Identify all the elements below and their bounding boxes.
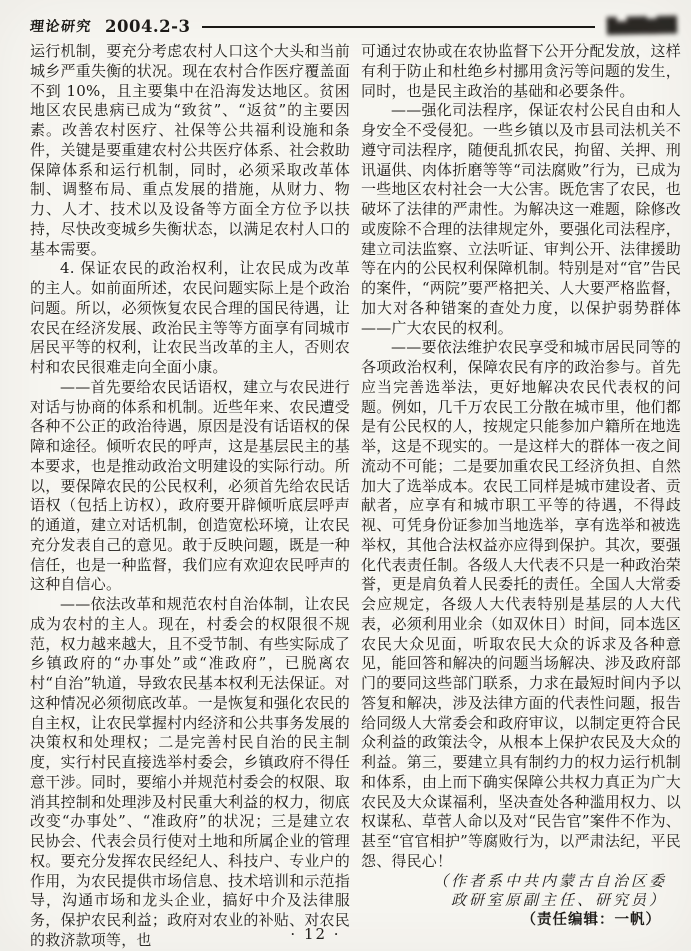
two-column-body	[30, 42, 681, 951]
issue-number: 2004.2-3	[105, 16, 191, 36]
author-attribution-line-1: （作者系中共内蒙古自治区委	[432, 871, 667, 890]
left-column	[30, 42, 350, 951]
journal-stamp-smudge: █▆██▇██	[606, 16, 678, 36]
paragraph: ——依法改革和规范农村自治体制，让农民成为农村的主人。现在，村委会的权限很不规范，权力越来越大，且不受节制、有些实际成了乡镇政府的“办事处”或“准政府”，已脱离农村“自治”轨道，导致农民基本权利无法保证。对这种情况必须彻底改革。一是恢复和强化农民的自主权，让农民掌握村内经济和公共事务发展的决策权和处理权；二是完善村民自治的民主制度，实行村民直接选举村委会，乡镇政府不得任意干涉。同时，要缩小并规范村委会的权限、取消其控制和处理涉及村民重大利益的权力，彻底改变“办事处”、“准政府”的状况；三是建立农民协会、代表会员行使对土地和所属企业的管理权。要充分发挥农民经纪人、科技户、专业户的作用，为农民提供市场信息、技术培训和示范指导，沟通市场和龙头企业，搞好中介及法律服务，保护农民利益；政府对农业的补贴、对农民的救济款项等，也	[30, 595, 350, 949]
paragraph: 可通过农协或在农协监督下公开分配发放，这样有利于防止和杜绝乡村挪用贪污等问题的发生，同时，也是民主政治的基础和必要条件。	[361, 42, 681, 100]
journal-title: 理论研究	[29, 19, 93, 35]
paragraph: ——强化司法程序，保证农村公民自由和人身安全不受侵犯。一些乡镇以及市县司法机关不遵守司法程序，随便乱抓农民，拘留、关押、刑讯逼供、肉体折磨等等“司法腐败”行为，已成为一些地区农村社会一大公害。既危害了农民，也破坏了法律的严肃性。为解决这一难题，除修改或废除不合理的法律规定外，要强化司法程序，建立司法监察、立法听证、审判公开、法律援助等在内的公民权利保障机制。特别是对“官”告民的案件，“两院”要严格把关、人大要严格监督，加大对各种错案的查处力度，以保护弱势群体——广大农民的权利。	[361, 101, 681, 337]
page-number: · 12 ·	[290, 925, 341, 943]
paragraph: ——要依法维护农民享受和城市居民同等的各项政治权利，保障农民有序的政治参与。首先应当完善选举法，更好地解决农民代表权的问题。例如，几千万农民工分散在城市里，他们都是有公民权的人，按规定只能参加户籍所在地选举，这是不现实的。一是这样大的群体一夜之间流动不可能；二是要加重农民工经济负担、自然加大了选举成本。农民工同样是城市建设者、贡献者，应享有和城市职工平等的待遇，不得歧视、可凭身份证参加当地选举，享有选举和被选举权，其他合法权益亦应得到保护。其次，要强化代表责任制。各级人大代表不只是一种政治荣誉，更是肩负着人民委托的责任。全国人大常委会应规定，各级人大代表特别是基层的人大代表，必须利用业余（如双休日）时间，同本选区农民大众见面，听取农民大众的诉求及各种意见，能回答和解决的问题当场解决、涉及政府部门的要同这些部门联系，力求在最短时间内予以答复和解决，涉及法律方面的代表性问题，报告给同级人大常委会和政府审议，以制定更符合民众利益的政策法令，从根本上保护农民及大众的利益。第三，要建立具有制约力的权力运行机制和体系，由上而下确实保障公共权力真正为广大农民及大众谋福利，坚决查处各种滥用权力、以权谋私、草菅人命以及对“民告官”案件不作为、甚至“官官相护”等腐败行为，以严肃法纪，平民怨、得民心！	[361, 338, 681, 870]
header-rule	[202, 26, 595, 28]
paragraph: 运行机制，要充分考虑农村人口这个大头和当前城乡严重失衡的状况。现在农村合作医疗覆盖面不到 10%，且主要集中在沿海发达地区。贫困地区农民患病已成为“致贫”、“返贫”的主要因素。改善农村医疗、社保等公共福利设施和条件，关键是要重建农村公共医疗体系、社会救助保障体系和运行机制，同时，必须采取改革体制、调整布局、重点发展的措施，从财力、物力、人才、技术以及设备等方面全方位予以扶持，尽快改变城乡失衡状态，以满足农村人口的基本需要。	[30, 42, 350, 258]
page-header	[30, 14, 677, 38]
paragraph: 4. 保证农民的政治权利，让农民成为改革的主人。如前面所述，农民问题实际上是个政治问题。所以，必须恢复农民合理的国民待遇，让农民在经济发展、政治民主等等方面享有同城市居民平等的权利，让农民当改革的主人，否则农村和农民很难走向全面小康。	[30, 259, 350, 376]
editor-credit: （责任编辑：一帆）	[521, 912, 661, 928]
paragraph: ——首先要给农民话语权，建立与农民进行对话与协商的体系和机制。近些年来、农民遭受各种不公正的政治待遇，原因是没有话语权的保障和途径。倾听农民的呼声，这是基层民主的基本要求，也是推动政治文明建设的实际行动。所以，要保障农民的公民权利，必须首先给农民话语权（包括上访权），政府要开辟倾听底层呼声的通道，建立对话机制，创造宽松环境，让农民充分发表自己的意见。敢于反映问题，既是一种信任，也是一种监督，我们应有欢迎农民呼声的这种自信心。	[30, 377, 350, 594]
author-attribution-line-2: 政研室原副主任、研究员）	[450, 891, 667, 910]
right-column	[361, 42, 681, 951]
